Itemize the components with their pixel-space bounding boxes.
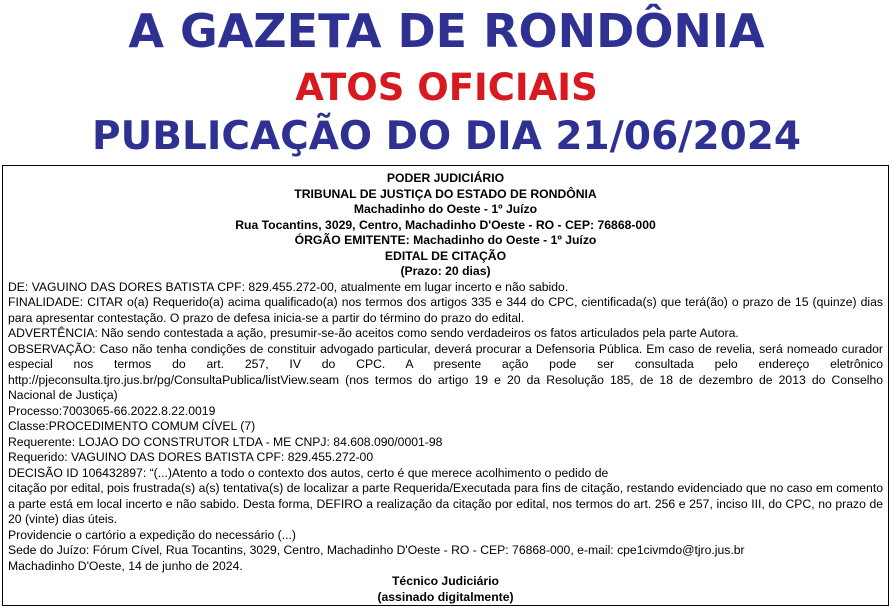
- process-class: Classe:PROCEDIMENTO COMUM CÍVEL (7): [8, 419, 256, 433]
- paragraph-observation: OBSERVAÇÃO: Caso não tenha condições de constituir advogado particular, deverá procurar a Defensoria Pública. Em caso de revelia, será nomeado curador especial nos termos do art. 257, IV do CPC. A presente ação pode ser consultada pelo endereço eletrônico http://pjeconsulta.tjro.jus.br/pg/ConsultaPublica/listView.seam (nos termos do artigo 19 e 20 da Resolução 185, de 18 de dezembro de 2013 do Conselho Nacional de Justiça): [8, 341, 883, 402]
- paragraph-from: DE: VAGUINO DAS DORES BATISTA CPF: 829.455.272-00, atualmente em lugar incerto e não sabido.: [8, 279, 569, 294]
- decision-closing: Providencie o cartório a expedição do necessário (...): [8, 527, 296, 542]
- heading-judiciary: PODER JUDICIÁRIO: [386, 171, 505, 185]
- heading-jurisdiction: Machadinho do Oeste - 1º Juízo: [353, 202, 538, 216]
- heading-edict-title: EDITAL DE CITAÇÃO: [384, 248, 507, 263]
- heading-court: TRIBUNAL DE JUSTIÇA DO ESTADO DE RONDÔNIA: [294, 186, 597, 201]
- decision-intro: DECISÃO ID 106432897: “(...)Atento a todo o contexto dos autos, certo é que merece acolhimento o pedido de: [8, 465, 609, 480]
- process-number: Processo:7003065-66.2022.8.22.0019: [8, 403, 216, 418]
- court-seat: Sede do Juízo: Fórum Cível, Rua Tocantins, 3029, Centro, Machadinho D'Oeste - RO - CEP: 76868-000, e-mail: cpe1civmdo@tjro.jus.br: [8, 543, 745, 557]
- paragraph-purpose: FINALIDADE: CITAR o(a) Requerido(a) acima qualificado(a) nos termos dos artigos 335 e 344 do CPC, cientificada(s) que terá(ão) o prazo de 15 (quinze) dias para apresentar contestação. O prazo de defesa inicia-se a partir do término do prazo do edital.: [8, 295, 883, 325]
- section-title: ATOS OFICIAIS: [295, 66, 598, 109]
- decision-text: citação por edital, pois frustrada(s) a(s) tentativa(s) de localizar a parte Requerida/Executada para fins de citação, restando evidenciado que no caso em comento a parte está em local incerto e não sabido. Desta forma, DEFIRO a realização da citação por edital, nos termos do art. 256 e 257, inciso III, do CPC, no prazo de 20 (vinte) dias úteis.: [8, 481, 883, 526]
- heading-address: Rua Tocantins, 3029, Centro, Machadinho D'Oeste - RO - CEP: 76868-000: [235, 217, 656, 232]
- publication-date-title: PUBLICAÇÃO DO DIA 21/06/2024: [91, 114, 801, 159]
- heading-deadline: (Prazo: 20 dias): [400, 264, 491, 278]
- paragraph-warning: ADVERTÊNCIA: Não sendo contestada a ação, presumir-se-ão aceitos como sendo verdadeiros os fatos articulados pela parte Autora.: [8, 326, 739, 340]
- heading-issuing-body: ÓRGÃO EMITENTE: Machadinho do Oeste - 1º Juízo: [294, 233, 597, 247]
- notice-content: [8, 171, 883, 605]
- plaintiff: Requerente: LOJAO DO CONSTRUTOR LTDA - ME CNPJ: 84.608.090/0001-98: [8, 434, 443, 449]
- notice-box: [2, 165, 889, 606]
- newspaper-title: A GAZETA DE RONDÔNIA: [128, 4, 765, 58]
- signature-role: Técnico Judiciário: [391, 574, 499, 588]
- signature-note: (assinado digitalmente): [377, 589, 514, 604]
- defendant: Requerido: VAGUINO DAS DORES BATISTA CPF: 829.455.272-00: [8, 450, 374, 464]
- place-date: Machadinho D'Oeste, 14 de junho de 2024.: [8, 558, 243, 573]
